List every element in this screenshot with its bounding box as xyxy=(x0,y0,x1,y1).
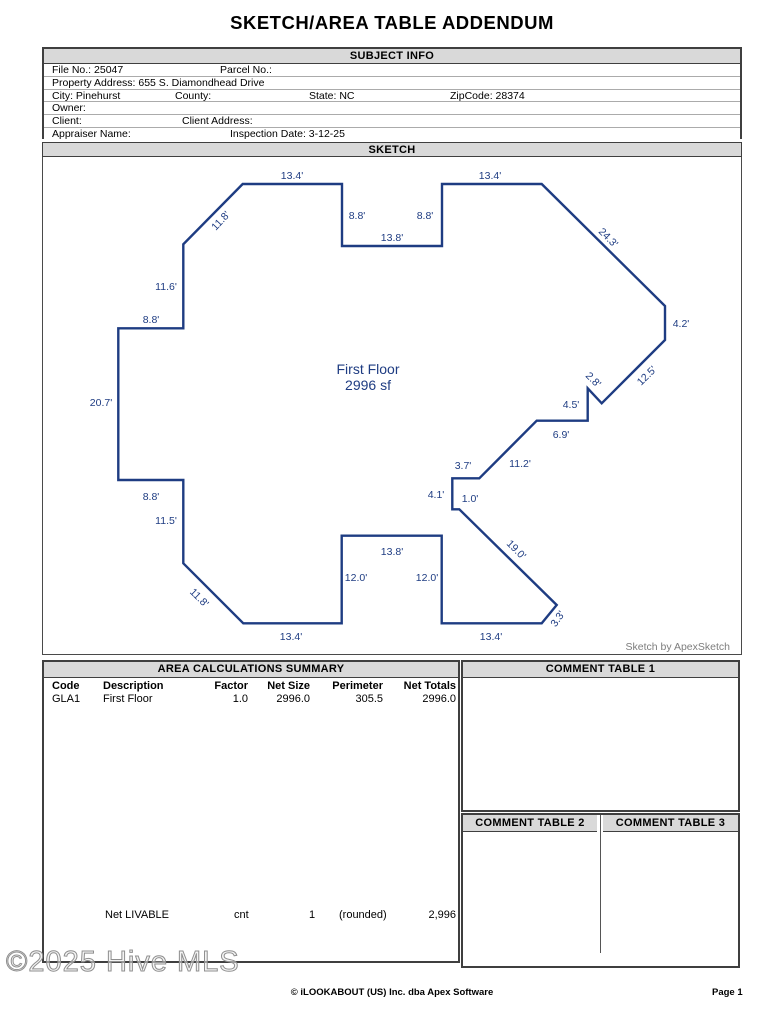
area-calculations-header: AREA CALCULATIONS SUMMARY xyxy=(44,662,458,678)
net-livable-count: 1 xyxy=(309,909,316,921)
footer-copyright: © iLOOKABOUT (US) Inc. dba Apex Software xyxy=(290,987,494,998)
dimension-label: 13.8' xyxy=(380,232,404,244)
col-header-factor: Factor xyxy=(214,680,248,692)
dimension-label: 13.4' xyxy=(279,631,303,643)
comment-table-1-box xyxy=(461,660,740,812)
col-header-description: Description xyxy=(103,680,164,692)
dimension-label: 4.5' xyxy=(562,399,580,411)
client-address-field: Client Address: xyxy=(182,115,253,128)
net-livable-total: 2,996 xyxy=(428,909,456,921)
watermark: ©2025 Hive MLS xyxy=(6,946,240,978)
dimension-label: 24.3' xyxy=(595,225,621,251)
row-net-totals: 2996.0 xyxy=(422,693,456,705)
dimension-label: 11.8' xyxy=(187,586,211,610)
dimension-label: 13.4' xyxy=(478,170,502,182)
net-livable-rounded: (rounded) xyxy=(339,909,387,921)
dimension-label: 8.8' xyxy=(142,314,160,326)
subject-row-file xyxy=(44,64,740,77)
comment-table-3-header: COMMENT TABLE 3 xyxy=(603,815,738,832)
subject-row-city xyxy=(44,90,740,103)
dimension-label: 12.0' xyxy=(344,572,368,584)
dimension-label: 11.5' xyxy=(155,515,177,527)
dimension-label: 11.8' xyxy=(209,208,233,234)
dimension-label: 13.4' xyxy=(479,631,503,643)
dimension-label: 4.2' xyxy=(672,318,690,330)
col-header-code: Code xyxy=(52,680,80,692)
dimension-label: 12.0' xyxy=(415,572,439,584)
owner-field: Owner: xyxy=(52,102,86,115)
dimension-label: 12.5' xyxy=(634,363,660,389)
page-title: SKETCH/AREA TABLE ADDENDUM xyxy=(230,12,554,33)
subject-row-client xyxy=(44,115,740,128)
col-header-perimeter: Perimeter xyxy=(332,680,383,692)
col-header-net-size: Net Size xyxy=(267,680,310,692)
sketch-section-header: SKETCH xyxy=(42,142,742,157)
dimension-label: 19.0' xyxy=(503,537,529,563)
state-field: State: NC xyxy=(309,89,355,102)
comment-table-2-header: COMMENT TABLE 2 xyxy=(463,815,597,832)
dimension-label: 6.9' xyxy=(552,429,570,441)
subject-row-address xyxy=(44,77,740,90)
room-area: 2996 sf xyxy=(345,377,391,393)
row-net-size: 2996.0 xyxy=(276,693,310,705)
subject-row-appraiser xyxy=(44,128,740,141)
zipcode-field: ZipCode: 28374 xyxy=(450,89,525,102)
net-livable-cnt: cnt xyxy=(234,909,249,921)
city-field: City: Pinehurst xyxy=(52,89,121,102)
dimension-label: 11.6' xyxy=(155,281,177,293)
room-name: First Floor xyxy=(336,361,400,377)
room-label xyxy=(337,361,400,393)
parcel-no-field: Parcel No.: xyxy=(220,64,272,76)
comment-tables-2-3-box xyxy=(461,813,740,968)
sketch-canvas xyxy=(42,157,742,655)
net-livable-label: Net LIVABLE xyxy=(105,909,169,921)
appraiser-name-field: Appraiser Name: xyxy=(52,127,131,140)
subject-info-header: SUBJECT INFO xyxy=(44,49,740,64)
dimension-label: 13.8' xyxy=(380,546,404,558)
dimension-label: 20.7' xyxy=(89,397,113,409)
area-calculations-box xyxy=(42,660,460,963)
sketch-credit: Sketch by ApexSketch xyxy=(625,641,730,653)
dimension-label: 8.8' xyxy=(416,210,434,222)
row-code: GLA1 xyxy=(52,693,81,705)
row-factor: 1.0 xyxy=(232,693,248,705)
row-description: First Floor xyxy=(103,693,153,705)
comment-table-divider xyxy=(600,815,601,953)
dimension-label: 8.8' xyxy=(142,491,160,503)
dimension-label: 13.4' xyxy=(280,170,304,182)
file-no-field: File No.: 25047 xyxy=(52,64,124,76)
inspection-date-field: Inspection Date: 3-12-25 xyxy=(230,127,345,140)
dimension-label: 11.2' xyxy=(509,458,531,470)
county-field: County: xyxy=(175,89,212,102)
dimension-label: 8.8' xyxy=(348,210,366,222)
dimension-label: 3.7' xyxy=(454,460,472,472)
comment-table-1-header: COMMENT TABLE 1 xyxy=(463,662,738,678)
subject-info-box xyxy=(42,47,742,139)
property-address-field: Property Address: 655 S. Diamondhead Drive xyxy=(52,76,265,89)
col-header-net-totals: Net Totals xyxy=(403,680,456,692)
dimension-label: 2.8' xyxy=(582,369,604,391)
row-perimeter: 305.5 xyxy=(355,693,383,705)
dimension-label: 3.3' xyxy=(548,608,568,630)
footer-page-number: Page 1 xyxy=(712,987,743,998)
dimension-label: 1.0' xyxy=(461,493,479,505)
dimension-label: 4.1' xyxy=(427,489,445,501)
client-field: Client: xyxy=(52,115,82,128)
subject-row-owner xyxy=(44,102,740,115)
